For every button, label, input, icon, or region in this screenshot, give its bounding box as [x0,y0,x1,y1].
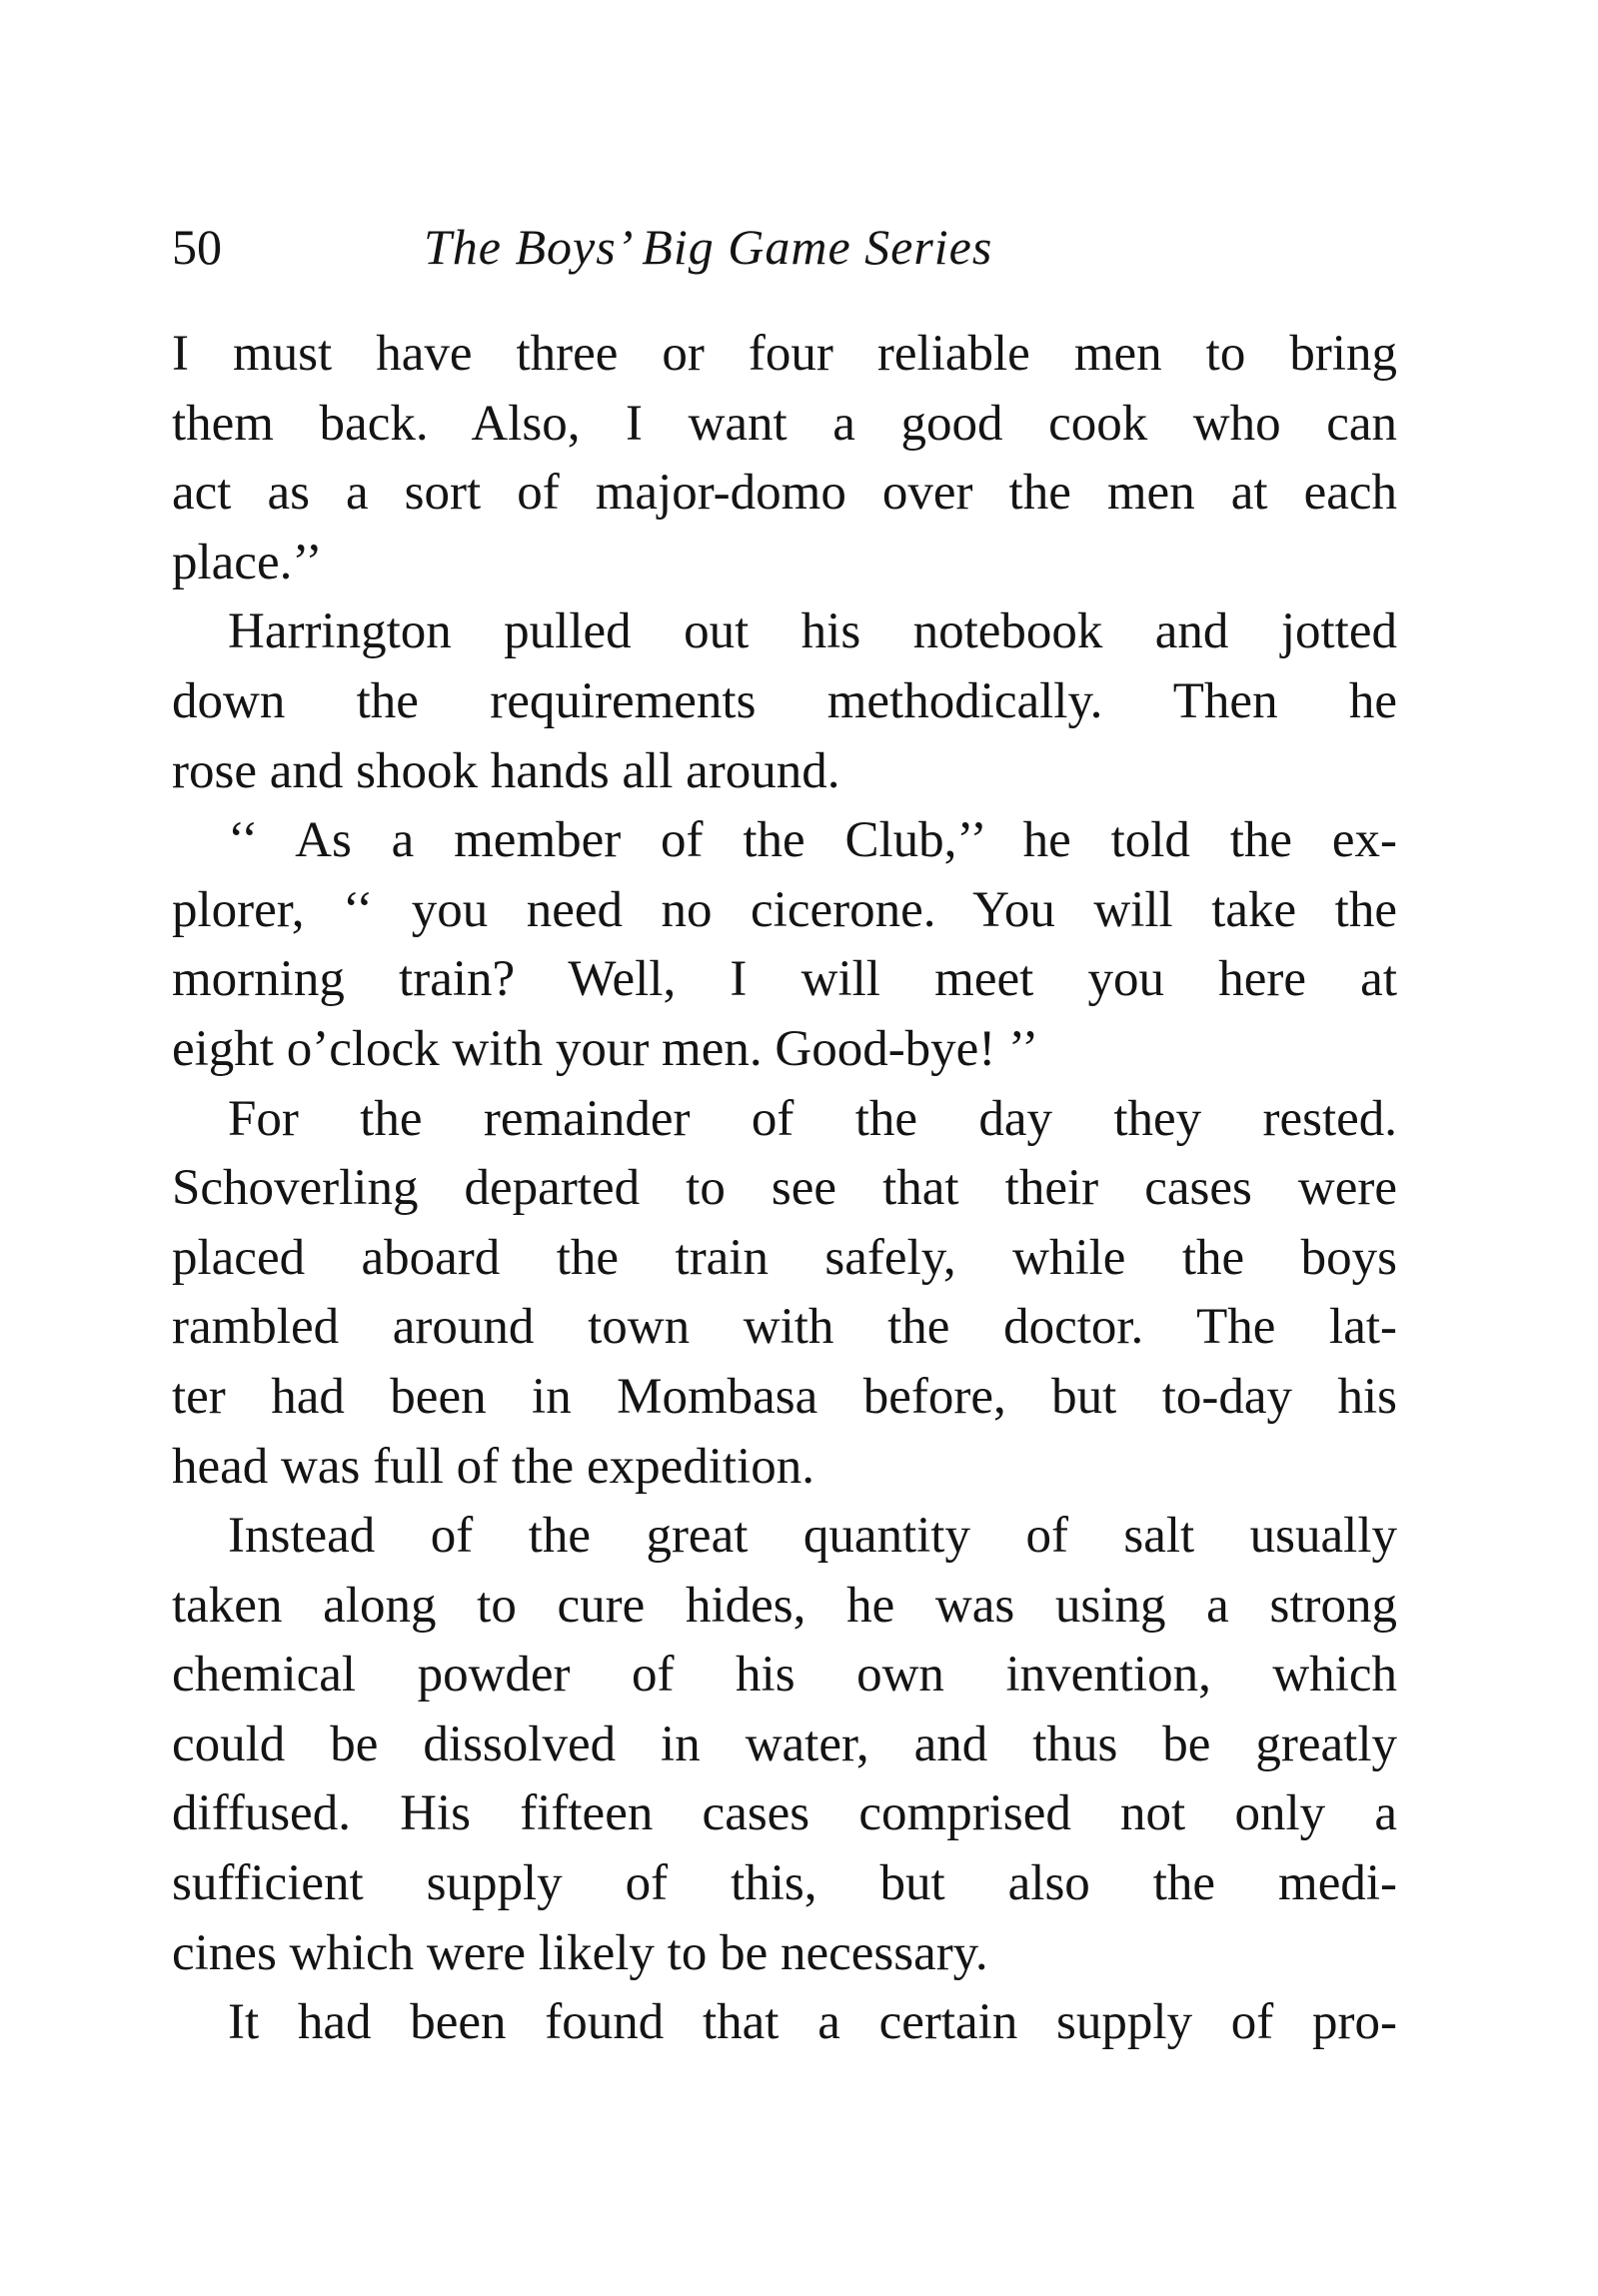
text-line: sufficient supply of this, but also the medi- [172,1855,1397,1912]
text-line: rose and shook hands all around. [172,742,840,799]
text-line: place.’’ [172,534,323,590]
page-number: 50 [172,219,222,275]
text-line: cines which were likely to be necessary. [172,1924,988,1981]
text-line: head was full of the expedition. [172,1438,814,1495]
text-line: placed aboard the train safely, while the boys [172,1229,1397,1286]
text-line: ter had been in Mombasa before, but to-day his [172,1368,1397,1425]
text-line: chemical powder of his own invention, which [172,1647,1397,1704]
text-line: rambled around town with the doctor. The lat- [172,1299,1397,1356]
text-line: Instead of the great quantity of salt usually [228,1508,1397,1565]
page-header [172,212,1391,282]
text-line: could be dissolved in water, and thus be greatly [172,1716,1397,1772]
text-line: eight o’clock with your men. Good-bye! ’’ [172,1020,1039,1077]
text-line: ‘‘ As a member of the Club,’’ he told the ex- [228,812,1397,869]
text-line: For the remainder of the day they rested. [228,1090,1397,1147]
text-line: down the requirements methodically. Then he [172,672,1397,729]
text-line: them back. Also, I want a good cook who can [172,395,1397,452]
running-title: The Boys’ Big Game Series [424,219,993,275]
text-line: Schoverling departed to see that their cases were [172,1160,1397,1217]
text-line: act as a sort of major-domo over the men at each [172,465,1397,522]
text-line: It had been found that a certain supply of pro- [228,1994,1397,2051]
text-line: taken along to cure hides, he was using a strong [172,1577,1397,1634]
body-text [172,320,1397,2058]
text-line: diffused. His fifteen cases comprised not only a [172,1785,1397,1842]
text-line: plorer, ‘‘ you need no cicerone. You will take the [172,881,1397,938]
text-line: morning train? Well, I will meet you here at [172,951,1397,1008]
text-line: I must have three or four reliable men to bring [172,326,1397,382]
text-line: Harrington pulled out his notebook and jotted [228,603,1397,660]
